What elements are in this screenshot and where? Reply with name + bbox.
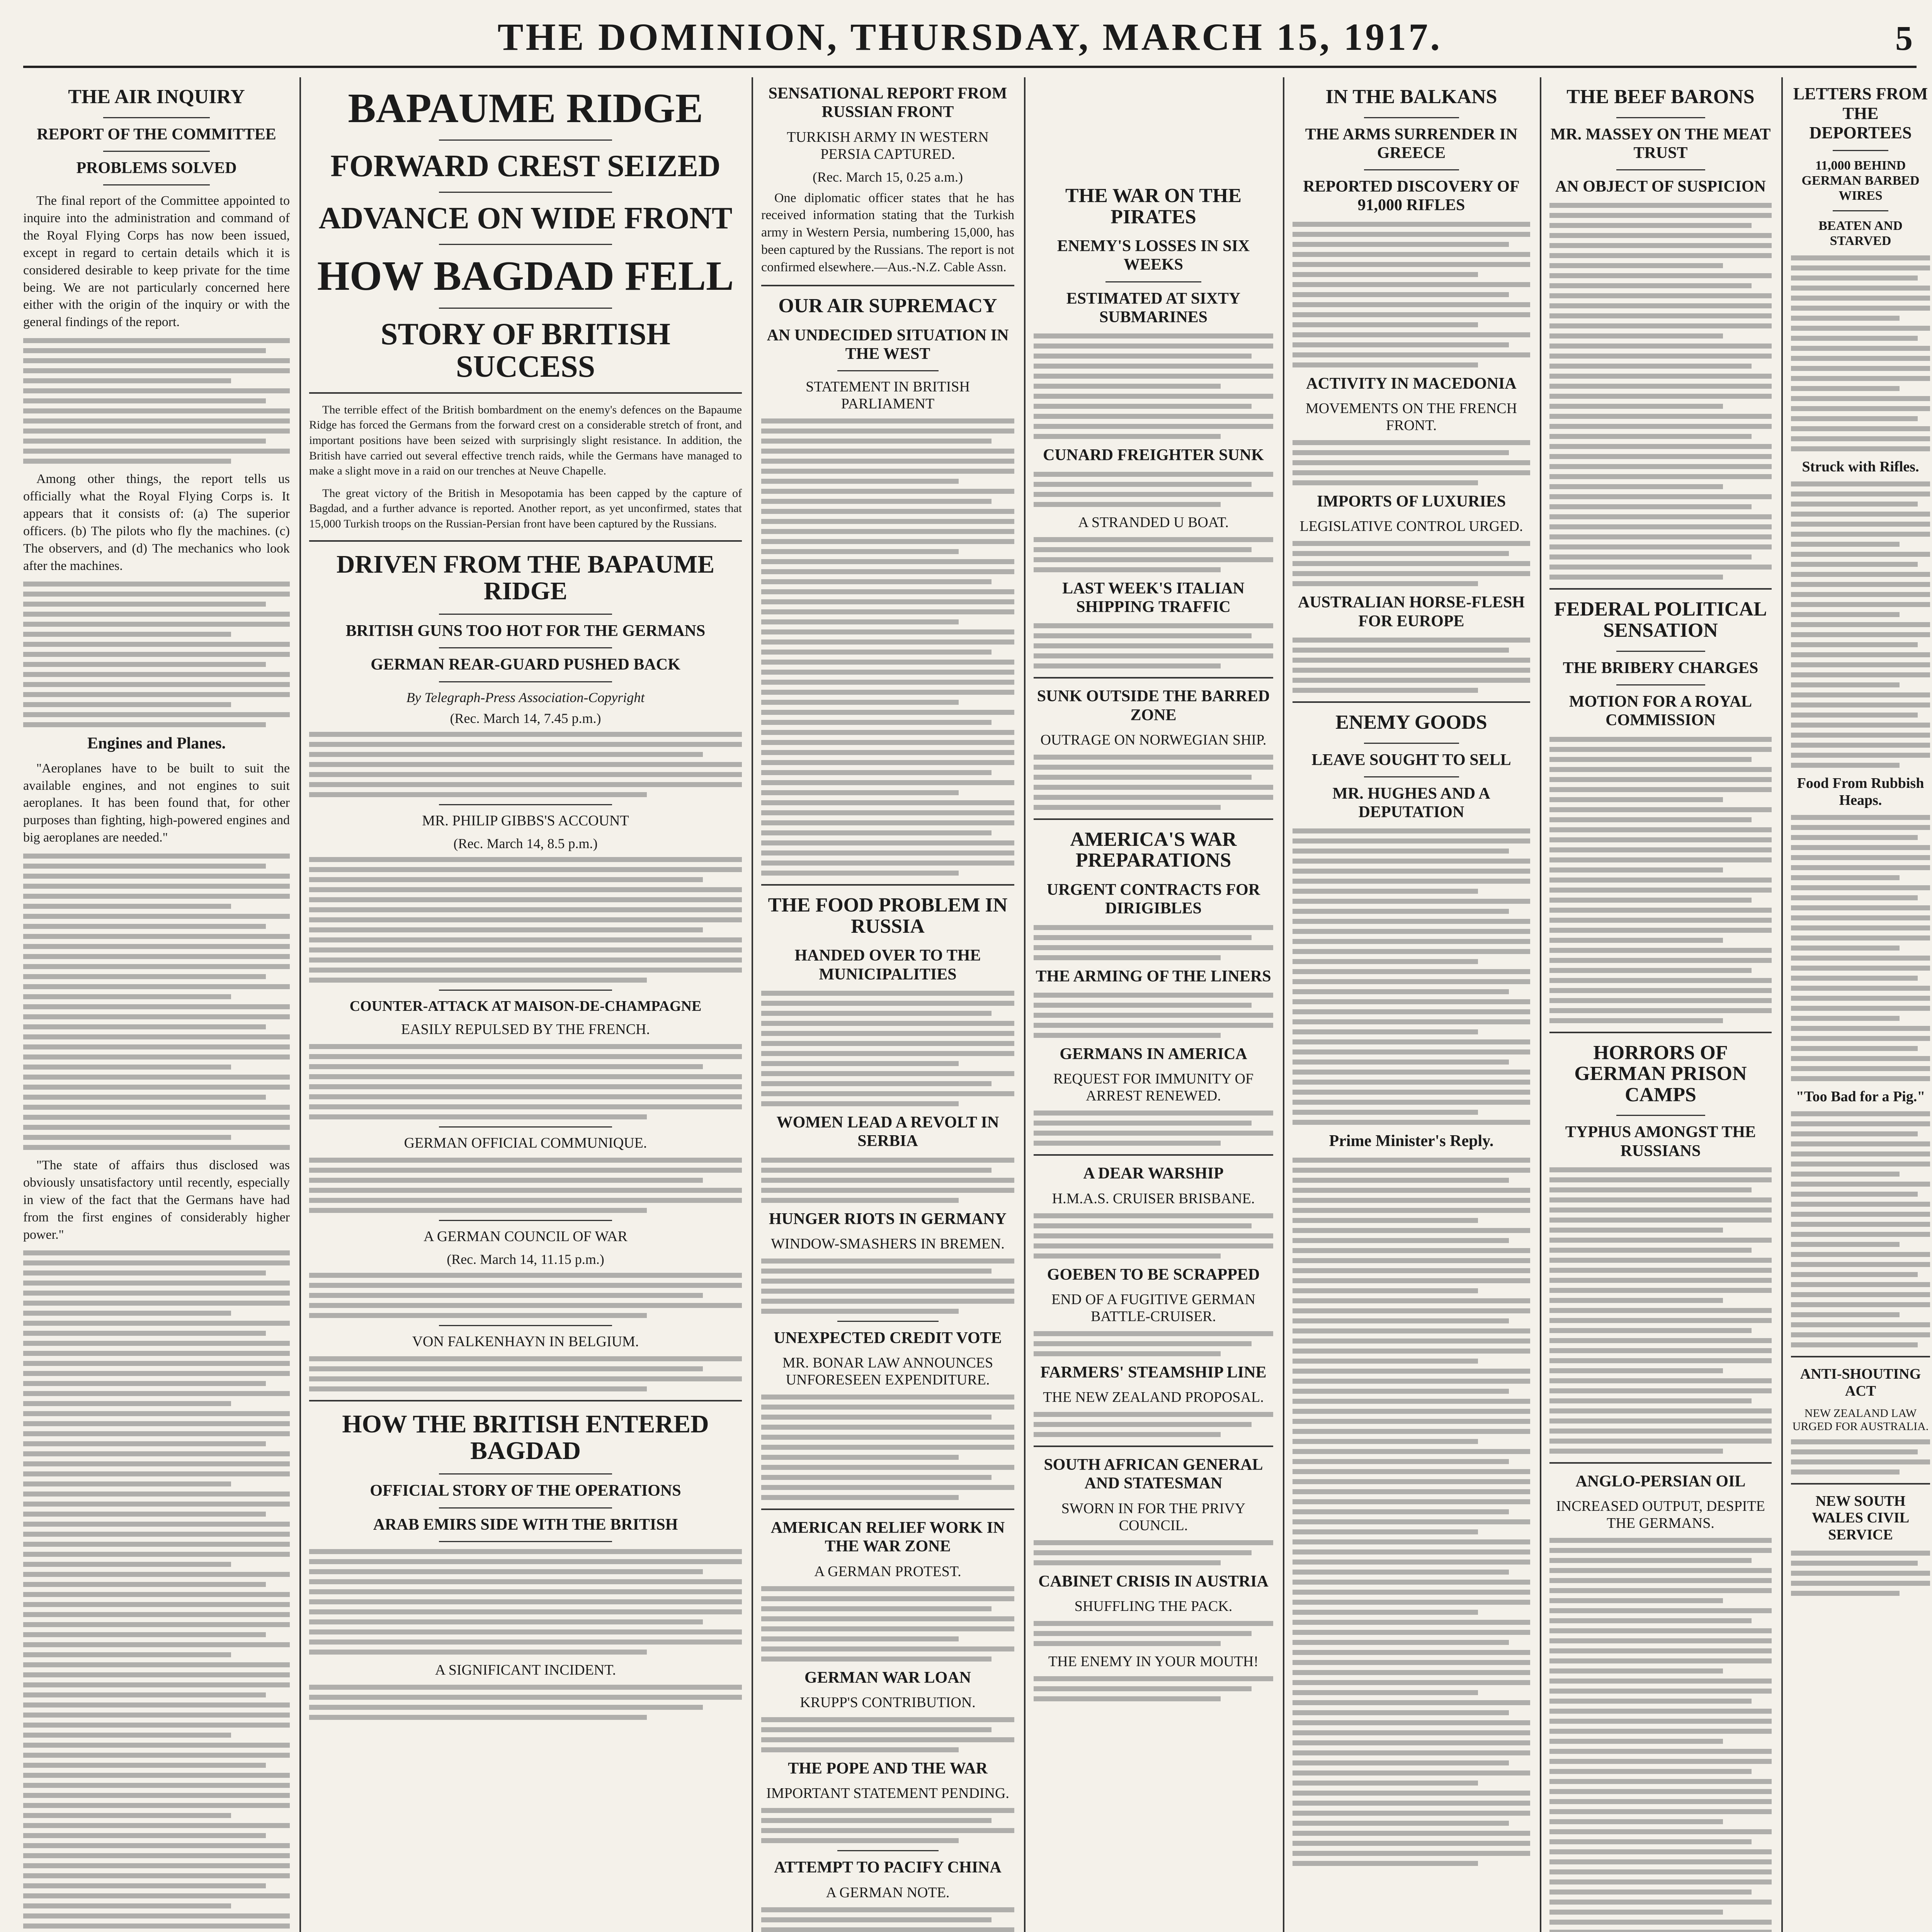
main-headline: BAPAUME RIDGE <box>348 85 703 131</box>
article-subheadline: LEGISLATIVE CONTROL URGED. <box>1299 518 1523 535</box>
section-heading: GERMAN OFFICIAL COMMUNIQUE. <box>404 1134 647 1151</box>
article-subheadline: PROBLEMS SOLVED <box>76 159 237 177</box>
deck-headline: ADVANCE ON WIDE FRONT <box>318 201 733 236</box>
article-paragraph: The final report of the Committee appointed to inquire into the administration and command of the Royal Flying Corps has now been issued, except in regard to certain details which it is considered desirable to keep private for the time being. We are not particularly concerned here either with the origin of the inquiry or with the general findings of the report. <box>23 194 290 330</box>
article-headline: OUR AIR SUPREMACY <box>778 294 997 317</box>
article-headline: THE WAR ON THE PIRATES <box>1065 185 1242 228</box>
article-subheadline: THE NEW ZEALAND PROPOSAL. <box>1043 1389 1264 1406</box>
article-headline: THE BEEF BARONS <box>1566 86 1755 108</box>
text-block <box>1549 737 1772 1023</box>
text-block <box>761 1808 1014 1843</box>
page-number: 5 <box>1895 19 1913 58</box>
article-subheadline: TYPHUS AMONGST THE RUSSIANS <box>1565 1123 1756 1160</box>
column-rule <box>299 77 301 1932</box>
text-block <box>761 1586 1014 1662</box>
column-6 <box>1549 77 1772 1932</box>
article-paragraph: "The state of affairs thus disclosed was obviously unsatisfactory until recently, especially in view of the fact that the Germans have had from the first engines of considerably higher power." <box>23 1158 290 1242</box>
text-block <box>309 1356 742 1391</box>
article-subheadline: GERMAN REAR-GUARD PUSHED BACK <box>371 656 680 674</box>
article-subheadline: IMPORTANT STATEMENT PENDING. <box>766 1785 1009 1802</box>
article-subheadline: NEW ZEALAND LAW URGED FOR AUSTRALIA. <box>1792 1406 1929 1433</box>
banner-subheadline: TURKISH ARMY IN WESTERN PERSIA CAPTURED. <box>787 129 989 162</box>
article-subheadline: A DEAR WARSHIP <box>1083 1165 1224 1183</box>
article-subheadline: WINDOW-SMASHERS IN BREMEN. <box>771 1235 1005 1252</box>
byline: By Telegraph-Press Association-Copyright <box>406 689 645 705</box>
article-subheadline: ATTEMPT TO PACIFY CHINA <box>774 1859 1002 1877</box>
article-subheadline: SUNK OUTSIDE THE BARRED ZONE <box>1037 687 1270 724</box>
text-block <box>1293 541 1530 586</box>
text-block <box>1293 440 1530 485</box>
article-subheadline: MR. BONAR LAW ANNOUNCES UNFORESEEN EXPENDITURE. <box>782 1355 993 1388</box>
article-subheadline: STATEMENT IN BRITISH PARLIAMENT <box>806 379 970 412</box>
text-block <box>1791 815 1930 1081</box>
text-block <box>23 1250 290 1932</box>
article-headline: THE FOOD PROBLEM IN RUSSIA <box>768 894 1008 937</box>
lead-paragraph: The terrible effect of the British bombardment on the enemy's defences on the Bapaume Ridge has forced the Germans from the forward crest on a considerable stretch of front, and important positions have been seized with surprisingly slight resistance. In addition, the British have carried out several effective trench raids, while the Germans have managed to make a slight move in a raid on our trenches at Neuve Chapelle. <box>309 403 742 478</box>
column-rule <box>752 77 753 1932</box>
article-headline: AMERICA'S WAR PREPARATIONS <box>1070 828 1237 872</box>
text-block <box>1034 472 1273 507</box>
article-headline: THE AIR INQUIRY <box>68 86 245 108</box>
article-subheadline: ARAB EMIRS SIDE WITH THE BRITISH <box>373 1515 678 1534</box>
section-heading: MR. PHILIP GIBBS'S ACCOUNT <box>422 812 629 829</box>
article-subheadline: SOUTH AFRICAN GENERAL AND STATESMAN <box>1044 1456 1263 1493</box>
article-subheadline: BRITISH GUNS TOO HOT FOR THE GERMANS <box>345 622 706 640</box>
article-subheadline: HANDED OVER TO THE MUNICIPALITIES <box>794 947 981 983</box>
section-heading: A GERMAN COUNCIL OF WAR <box>423 1228 628 1245</box>
text-block <box>1034 1331 1273 1356</box>
article-subheadline: IMPORTS OF LUXURIES <box>1316 493 1506 511</box>
article-subheadline: HUNGER RIOTS IN GERMANY <box>769 1210 1007 1228</box>
article-subheadline: THE ARMING OF THE LINERS <box>1036 967 1271 985</box>
article-subheadline: KRUPP'S CONTRIBUTION. <box>800 1694 976 1711</box>
column-5 <box>1293 77 1530 1932</box>
article-subheadline: 11,000 BEHIND GERMAN BARBED WIRES <box>1801 158 1920 203</box>
dateline: (Rec. March 14, 11.15 p.m.) <box>447 1251 604 1267</box>
text-block <box>761 1259 1014 1314</box>
text-block <box>1034 1540 1273 1565</box>
newspaper-title: THE DOMINION, THURSDAY, MARCH 15, 1917. <box>497 15 1442 58</box>
article-subheadline: AUSTRALIAN HORSE-FLESH FOR EUROPE <box>1298 594 1525 630</box>
article-subheadline: WOMEN LEAD A REVOLT IN SERBIA <box>776 1113 999 1150</box>
article-headline: DRIVEN FROM THE BAPAUME RIDGE <box>336 550 715 605</box>
text-block <box>1293 1158 1530 1866</box>
article-paragraph: "Aeroplanes have to be built to suit the available engines, and not engines to suit aeroplanes. It has been found that, for other purposes than fighting, high-powered engines and big aeroplanes are needed." <box>23 761 290 845</box>
text-block <box>309 1273 742 1318</box>
article-subheadline: GOEBEN TO BE SCRAPPED <box>1047 1265 1260 1284</box>
article-headline: ENEMY GOODS <box>1335 711 1487 733</box>
deck-headline: HOW BAGDAD FELL <box>317 253 734 299</box>
article-subheadline: MOTION FOR A ROYAL COMMISSION <box>1569 692 1752 730</box>
dateline: (Rec. March 15, 0.25 a.m.) <box>813 169 963 185</box>
article-paragraph: Among other things, the report tells us officially what the Royal Flying Corps is. It appears that it consists of: (a) The superior officers. (b) The pilots who fly the machines. (c) The observers, and (d) The mechanics who look after the machines. <box>23 472 290 573</box>
text-block <box>309 732 742 797</box>
text-block <box>761 1395 1014 1500</box>
masthead <box>23 8 1917 66</box>
text-block <box>1034 333 1273 439</box>
text-block <box>1034 1676 1273 1701</box>
article-subheadline: ANGLO-PERSIAN OIL <box>1575 1472 1746 1490</box>
banner-headline: SENSATIONAL REPORT FROM RUSSIAN FRONT <box>768 85 1007 121</box>
article-subheadline: ACTIVITY IN MACEDONIA <box>1306 374 1517 393</box>
article-subheadline: BEATEN AND STARVED <box>1818 219 1903 248</box>
text-block <box>1034 623 1273 668</box>
article-subheadline: THE ENEMY IN YOUR MOUTH! <box>1048 1653 1259 1670</box>
text-block <box>1549 1538 1772 1932</box>
text-block <box>1034 1213 1273 1259</box>
section-heading: Food From Rubbish Heaps. <box>1797 775 1924 809</box>
lead-paragraph: The great victory of the British in Mesopotamia has been capped by the capture of Bagdad, and a further advance is reported. Another report, as yet unconfirmed, states that 15,000 Turkish troops on the Russian-Persian front have been captured by the Russians. <box>309 486 742 530</box>
text-block <box>309 1549 742 1655</box>
text-block <box>761 1907 1014 1932</box>
article-subheadline: FARMERS' STEAMSHIP LINE <box>1040 1363 1267 1381</box>
masthead-rule <box>23 66 1917 68</box>
deck-headline: STORY OF BRITISH SUCCESS <box>381 317 670 384</box>
article-subheadline: ENEMY'S LOSSES IN SIX WEEKS <box>1057 237 1250 274</box>
article-subheadline: INCREASED OUTPUT, DESPITE THE GERMANS. <box>1556 1498 1765 1532</box>
article-subheadline: A STRANDED U BOAT. <box>1078 514 1229 531</box>
article-paragraph: One diplomatic officer states that he has received information stating that the Turkish army in Western Persia, numbering 15,000, has been captured by the Russians. The report is not confirmed elsewhere.—Aus.-N.Z. Cable Assn. <box>761 190 1014 275</box>
article-subheadline: A GERMAN PROTEST. <box>814 1563 961 1580</box>
article-headline: NEW SOUTH WALES CIVIL SERVICE <box>1811 1493 1910 1543</box>
article-subheadline: REQUEST FOR IMMUNITY OF ARREST RENEWED. <box>1053 1071 1254 1104</box>
section-heading: Engines and Planes. <box>87 735 226 753</box>
article-subheadline: A GERMAN NOTE. <box>826 1884 950 1901</box>
article-headline: IN THE BALKANS <box>1325 86 1497 108</box>
dateline: (Rec. March 14, 8.5 p.m.) <box>453 835 598 851</box>
article-subheadline: SWORN IN FOR THE PRIVY COUNCIL. <box>1061 1500 1246 1534</box>
column-air-inquiry <box>23 77 290 1932</box>
article-headline: LETTERS FROM THE DEPORTEES <box>1793 84 1928 143</box>
text-block <box>1293 638 1530 693</box>
text-block <box>1034 1111 1273 1146</box>
text-block <box>1034 1412 1273 1437</box>
article-subheadline: MR. HUGHES AND A DEPUTATION <box>1332 784 1490 821</box>
article-subheadline: AN OBJECT OF SUSPICION <box>1555 178 1766 196</box>
article-subheadline: MR. MASSEY ON THE MEAT TRUST <box>1550 125 1771 162</box>
text-block <box>1034 993 1273 1038</box>
article-subheadline: GERMAN WAR LOAN <box>804 1668 971 1687</box>
text-block <box>1791 1439 1930 1475</box>
article-headline: FEDERAL POLITICAL SENSATION <box>1554 598 1767 642</box>
text-block <box>309 1685 742 1720</box>
article-subheadline: REPORTED DISCOVERY OF 91,000 RIFLES <box>1303 178 1520 214</box>
text-block <box>1549 203 1772 580</box>
text-block <box>309 1158 742 1213</box>
text-block <box>1034 925 1273 960</box>
text-block <box>1034 1621 1273 1646</box>
section-heading: Struck with Rifles. <box>1802 459 1919 475</box>
column-3 <box>761 77 1014 1932</box>
dateline: (Rec. March 14, 7.45 p.m.) <box>450 710 601 726</box>
text-block <box>1293 222 1530 367</box>
text-block <box>23 854 290 1150</box>
section-subheading: EASILY REPULSED BY THE FRENCH. <box>401 1021 650 1037</box>
article-headline: HOW THE BRITISH ENTERED BAGDAD <box>342 1410 709 1465</box>
column-rule <box>1024 77 1026 1932</box>
column-4 <box>1034 77 1273 1932</box>
column-bapaume <box>309 77 742 1932</box>
text-block <box>309 1044 742 1119</box>
article-subheadline: UNEXPECTED CREDIT VOTE <box>774 1329 1002 1347</box>
section-heading: VON FALKENHAYN IN BELGIUM. <box>412 1333 639 1350</box>
text-block <box>761 1158 1014 1203</box>
article-subheadline: URGENT CONTRACTS FOR DIRIGIBLES <box>1046 881 1260 918</box>
article-subheadline: H.M.A.S. CRUISER BRISBANE. <box>1052 1190 1255 1207</box>
article-subheadline: CUNARD FREIGHTER SUNK <box>1043 446 1264 464</box>
article-subheadline: GERMANS IN AMERICA <box>1060 1045 1247 1063</box>
section-heading: "Too Bad for a Pig." <box>1796 1088 1925 1105</box>
article-subheadline: THE BRIBERY CHARGES <box>1563 659 1759 677</box>
text-block <box>1034 537 1273 572</box>
article-subheadline: THE POPE AND THE WAR <box>788 1760 988 1778</box>
article-subheadline: OUTRAGE ON NORWEGIAN SHIP. <box>1040 731 1267 748</box>
deck-headline: FORWARD CREST SEIZED <box>330 149 721 184</box>
article-subheadline: CABINET CRISIS IN AUSTRIA <box>1038 1572 1269 1590</box>
article-subheadline: END OF A FUGITIVE GERMAN BATTLE-CRUISER. <box>1051 1291 1255 1325</box>
section-heading: COUNTER-ATTACK AT MAISON-DE-CHAMPAGNE <box>349 998 702 1014</box>
column-rule <box>1781 77 1783 1932</box>
text-block <box>1791 481 1930 768</box>
article-subheadline: REPORT OF THE COMMITTEE <box>37 125 276 143</box>
article-headline: HORRORS OF GERMAN PRISON CAMPS <box>1574 1041 1747 1106</box>
text-block <box>761 418 1014 876</box>
text-block <box>1034 755 1273 810</box>
article-subheadline: OFFICIAL STORY OF THE OPERATIONS <box>370 1482 681 1500</box>
column-7 <box>1791 77 1930 1932</box>
text-block <box>309 857 742 983</box>
article-subheadline: AMERICAN RELIEF WORK IN THE WAR ZONE <box>770 1519 1005 1556</box>
article-subheadline: ESTIMATED AT SIXTY SUBMARINES <box>1066 289 1241 327</box>
article-subheadline: AN UNDECIDED SITUATION IN THE WEST <box>767 326 1009 363</box>
article-subheadline: SHUFFLING THE PACK. <box>1074 1598 1233 1615</box>
text-block <box>1293 828 1530 1125</box>
text-block <box>1549 1167 1772 1454</box>
text-block <box>1791 255 1930 451</box>
section-heading: A SIGNIFICANT INCIDENT. <box>435 1662 616 1678</box>
column-rule <box>1283 77 1284 1932</box>
text-block <box>761 991 1014 1106</box>
article-subheadline: MOVEMENTS ON THE FRENCH FRONT. <box>1305 400 1517 434</box>
article-subheadline: LAST WEEK'S ITALIAN SHIPPING TRAFFIC <box>1062 579 1245 616</box>
text-block <box>761 1717 1014 1752</box>
article-subheadline: LEAVE SOUGHT TO SELL <box>1311 751 1511 769</box>
text-block <box>23 582 290 727</box>
article-headline: ANTI-SHOUTING ACT <box>1800 1366 1921 1399</box>
text-block <box>1791 1551 1930 1596</box>
section-heading: Prime Minister's Reply. <box>1329 1132 1494 1150</box>
article-subheadline: THE ARMS SURRENDER IN GREECE <box>1305 125 1518 162</box>
column-rule <box>1540 77 1541 1932</box>
text-block <box>1791 1111 1930 1347</box>
text-block <box>23 338 290 464</box>
